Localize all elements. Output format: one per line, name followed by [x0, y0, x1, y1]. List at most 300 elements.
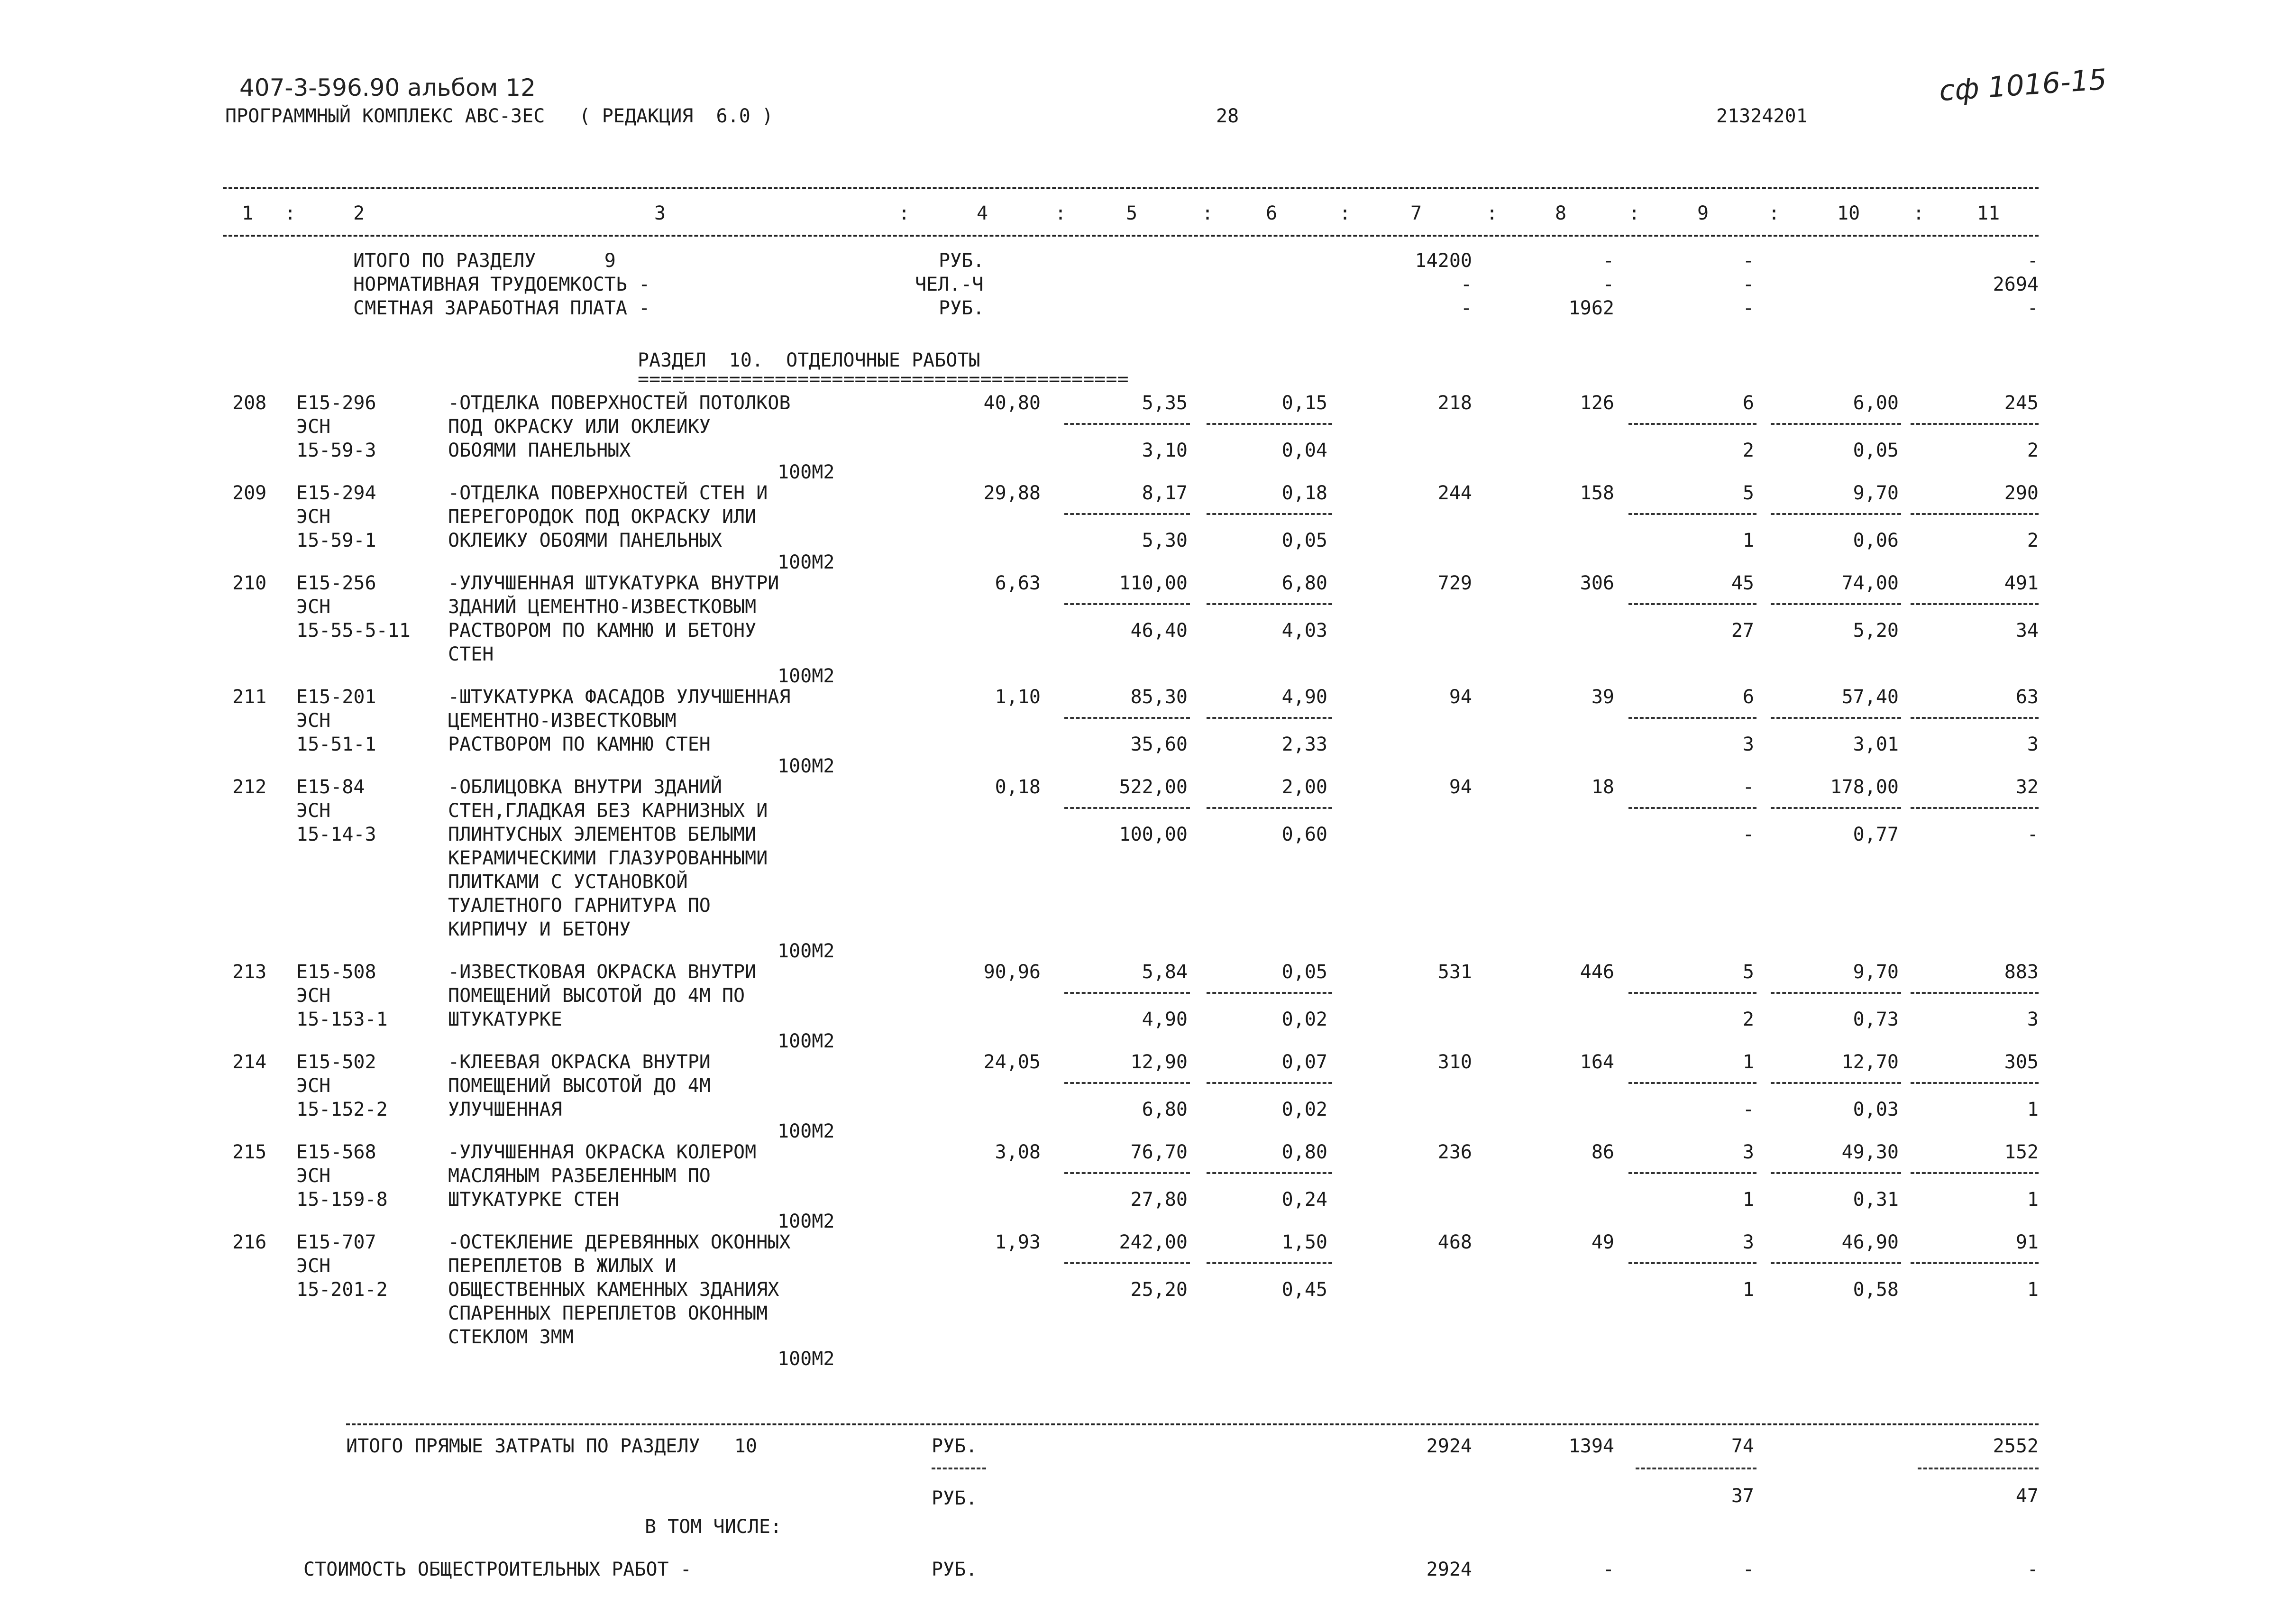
item-col10-sub: 0,73: [1853, 1009, 1899, 1030]
item-col9: 6: [1742, 392, 1754, 414]
totals-unit: РУБ.: [932, 1435, 978, 1457]
item-number: 208: [232, 392, 267, 414]
item-col11-sub: 2: [2027, 440, 2039, 461]
item-unit: 100М2: [778, 1211, 835, 1232]
item-description: ШТУКАТУРКЕ: [448, 1009, 562, 1030]
item-rule-col9: [1628, 423, 1756, 425]
item-unit-price-wages: 3,10: [1142, 440, 1188, 461]
item-machine-wages: 0,05: [1281, 530, 1327, 551]
item-number: 215: [232, 1141, 267, 1163]
totals-label: ИТОГО ПРЯМЫЕ ЗАТРАТЫ ПО РАЗДЕЛУ 10: [346, 1435, 757, 1457]
item-col11: 491: [2004, 572, 2039, 594]
item-rule-col9: [1628, 603, 1756, 605]
item-rule-col6: [1207, 1082, 1332, 1084]
item-description: ТУАЛЕТНОГО ГАРНИТУРА ПО: [448, 895, 711, 917]
item-number: 210: [232, 572, 267, 594]
item-col9-sub: -: [1742, 1099, 1754, 1120]
item-col11-sub: 34: [2015, 620, 2039, 642]
item-col9: 5: [1742, 961, 1754, 983]
item-description: СТЕН,ГЛАДКАЯ БЕЗ КАРНИЗНЫХ И: [448, 800, 768, 822]
item-quantity: 24,05: [983, 1051, 1041, 1073]
item-description: -ОСТЕКЛЕНИЕ ДЕРЕВЯННЫХ ОКОННЫХ: [448, 1231, 791, 1253]
item-total-cost: 236: [1437, 1141, 1472, 1163]
item-col11-sub: 1: [2027, 1099, 2039, 1120]
item-rule-col11: [1911, 1262, 2039, 1264]
totals-including: В ТОМ ЧИСЛЕ:: [645, 1516, 782, 1538]
item-col10-sub: 0,03: [1853, 1099, 1899, 1120]
item-col10-sub: 0,05: [1853, 440, 1899, 461]
item-description: ШТУКАТУРКЕ СТЕН: [448, 1189, 620, 1211]
summary-col8: 1962: [1568, 297, 1614, 319]
item-col10: 6,00: [1853, 392, 1899, 414]
item-code: 15-153-1: [296, 1009, 388, 1030]
item-rule-col10: [1771, 423, 1901, 425]
column-separator: :: [1055, 202, 1067, 224]
item-unit-price-wages: 46,40: [1130, 620, 1188, 642]
item-unit: 100М2: [778, 1120, 835, 1142]
item-code: 15-59-1: [296, 530, 376, 551]
summary-label: НОРМАТИВНАЯ ТРУДОЕМКОСТЬ -: [353, 274, 650, 295]
item-code: ЭСН: [296, 506, 331, 528]
item-machine-cost: 0,05: [1281, 961, 1327, 983]
item-col11: 305: [2004, 1051, 2039, 1073]
item-col11: 152: [2004, 1141, 2039, 1163]
item-rule-col10: [1771, 603, 1901, 605]
item-rule-col11: [1911, 807, 2039, 809]
item-col9: 5: [1742, 482, 1754, 504]
column-separator: :: [898, 202, 910, 224]
item-rule-col9: [1628, 717, 1756, 719]
item-machine-wages: 0,45: [1281, 1279, 1327, 1301]
item-description: РАСТВОРОМ ПО КАМНЮ СТЕН: [448, 734, 711, 755]
cost-unit: РУБ.: [932, 1559, 978, 1580]
item-quantity: 0,18: [995, 776, 1041, 798]
item-col11-sub: -: [2027, 824, 2039, 845]
item-number: 211: [232, 686, 267, 708]
column-number: 11: [1977, 202, 2000, 224]
item-unit-price: 8,17: [1142, 482, 1188, 504]
item-machine-cost: 0,80: [1281, 1141, 1327, 1163]
item-col10: 9,70: [1853, 961, 1899, 983]
item-rule-col6: [1207, 423, 1332, 425]
summary-col9: -: [1742, 250, 1754, 272]
item-code: ЭСН: [296, 710, 331, 732]
item-code: ЭСН: [296, 416, 331, 438]
totals-rule-col11: [1918, 1468, 2039, 1469]
item-machine-wages: 0,60: [1281, 824, 1327, 845]
column-separator: :: [1628, 202, 1640, 224]
item-rule-col6: [1207, 992, 1332, 994]
item-rule-col11: [1911, 423, 2039, 425]
item-col10-sub: 0,06: [1853, 530, 1899, 551]
item-unit-price: 12,90: [1130, 1051, 1188, 1073]
item-code: ЭСН: [296, 1165, 331, 1187]
handwritten-stamp: сф 1016-15: [1938, 63, 2108, 108]
totals-unit-rule: [932, 1468, 986, 1469]
item-code: Е15-508: [296, 961, 376, 983]
item-description: ПЛИНТУСНЫХ ЭЛЕМЕНТОВ БЕЛЫМИ: [448, 824, 757, 845]
item-machine-cost: 0,18: [1281, 482, 1327, 504]
item-rule-col5: [1064, 1082, 1190, 1084]
item-rule-col6: [1207, 513, 1332, 515]
item-rule-col10: [1771, 807, 1901, 809]
item-col11: 91: [2015, 1231, 2039, 1253]
item-code: Е15-296: [296, 392, 376, 414]
item-unit-price: 76,70: [1130, 1141, 1188, 1163]
item-total-cost: 218: [1437, 392, 1472, 414]
item-unit-price: 110,00: [1119, 572, 1188, 594]
item-total-cost: 244: [1437, 482, 1472, 504]
item-description: ПОМЕЩЕНИЙ ВЫСОТОЙ ДО 4М: [448, 1075, 711, 1097]
item-quantity: 6,63: [995, 572, 1041, 594]
item-description: ЦЕМЕНТНО-ИЗВЕСТКОВЫМ: [448, 710, 677, 732]
item-col10-sub: 3,01: [1853, 734, 1899, 755]
summary-unit: ЧЕЛ.-Ч: [915, 274, 984, 295]
item-code: 15-159-8: [296, 1189, 388, 1211]
item-machine-wages: 2,33: [1281, 734, 1327, 755]
item-rule-col10: [1771, 1082, 1901, 1084]
item-unit: 100М2: [778, 755, 835, 777]
item-quantity: 1,93: [995, 1231, 1041, 1253]
item-col10-sub: 0,77: [1853, 824, 1899, 845]
item-wages: 126: [1580, 392, 1614, 414]
item-rule-col5: [1064, 1172, 1190, 1174]
summary-col11: -: [2027, 297, 2039, 319]
item-col11-sub: 3: [2027, 734, 2039, 755]
item-code: Е15-256: [296, 572, 376, 594]
item-col9-sub: 2: [1742, 440, 1754, 461]
cost-col9: -: [1742, 1559, 1754, 1580]
item-rule-col10: [1771, 717, 1901, 719]
item-unit-price-wages: 100,00: [1119, 824, 1188, 845]
item-col10-sub: 0,31: [1853, 1189, 1899, 1211]
item-description: ОБЩЕСТВЕННЫХ КАМЕННЫХ ЗДАНИЯХ: [448, 1279, 779, 1301]
summary-col9: -: [1742, 297, 1754, 319]
item-description: ЗДАНИЙ ЦЕМЕНТНО-ИЗВЕСТКОВЫМ: [448, 596, 757, 618]
item-code: ЭСН: [296, 1255, 331, 1277]
item-col11-sub: 1: [2027, 1189, 2039, 1211]
item-col10: 74,00: [1841, 572, 1899, 594]
item-description: -ОТДЕЛКА ПОВЕРХНОСТЕЙ ПОТОЛКОВ: [448, 392, 791, 414]
column-separator: :: [1202, 202, 1214, 224]
item-unit: 100М2: [778, 551, 835, 573]
item-wages: 446: [1580, 961, 1614, 983]
item-machine-cost: 0,07: [1281, 1051, 1327, 1073]
item-col9-sub: 3: [1742, 734, 1754, 755]
item-description: ПЕРЕПЛЕТОВ В ЖИЛЫХ И: [448, 1255, 677, 1277]
item-col11: 290: [2004, 482, 2039, 504]
item-unit: 100М2: [778, 1030, 835, 1052]
item-rule-col11: [1911, 1082, 2039, 1084]
item-wages: 164: [1580, 1051, 1614, 1073]
item-rule-col10: [1771, 992, 1901, 994]
item-col10: 46,90: [1841, 1231, 1899, 1253]
cost-col7: 2924: [1426, 1559, 1472, 1580]
column-number: 6: [1266, 202, 1278, 224]
item-machine-cost: 2,00: [1281, 776, 1327, 798]
item-description: -ШТУКАТУРКА ФАСАДОВ УЛУЧШЕННАЯ: [448, 686, 791, 708]
item-code: ЭСН: [296, 985, 331, 1007]
item-description: КИРПИЧУ И БЕТОНУ: [448, 918, 631, 940]
item-rule-col6: [1207, 807, 1332, 809]
item-rule-col5: [1064, 717, 1190, 719]
column-number: 8: [1555, 202, 1567, 224]
item-code: 15-201-2: [296, 1279, 388, 1301]
cost-label: СТОИМОСТЬ ОБЩЕСТРОИТЕЛЬНЫХ РАБОТ -: [303, 1559, 692, 1580]
item-col9-sub: 27: [1731, 620, 1754, 642]
item-description: СТЕКЛОМ 3ММ: [448, 1326, 574, 1348]
column-number: 5: [1126, 202, 1138, 224]
item-description: ОБОЯМИ ПАНЕЛЬНЫХ: [448, 440, 631, 461]
item-quantity: 40,80: [983, 392, 1041, 414]
item-code: ЭСН: [296, 800, 331, 822]
item-machine-wages: 0,02: [1281, 1009, 1327, 1030]
item-number: 212: [232, 776, 267, 798]
totals-col9-sub: 37: [1731, 1485, 1754, 1507]
item-machine-cost: 1,50: [1281, 1231, 1327, 1253]
item-col10-sub: 5,20: [1853, 620, 1899, 642]
item-wages: 18: [1591, 776, 1614, 798]
item-col11-sub: 2: [2027, 530, 2039, 551]
summary-col7: 14200: [1415, 250, 1472, 272]
item-description: -УЛУЧШЕННАЯ ШТУКАТУРКА ВНУТРИ: [448, 572, 779, 594]
item-rule-col10: [1771, 513, 1901, 515]
summary-col11: -: [2027, 250, 2039, 272]
item-rule-col11: [1911, 513, 2039, 515]
item-description: МАСЛЯНЫМ РАЗБЕЛЕННЫМ ПО: [448, 1165, 711, 1187]
item-unit-price-wages: 27,80: [1130, 1189, 1188, 1211]
totals-unit2: РУБ.: [932, 1487, 978, 1509]
item-col11-sub: 1: [2027, 1279, 2039, 1301]
totals-col7: 2924: [1426, 1435, 1472, 1457]
item-col11-sub: 3: [2027, 1009, 2039, 1030]
item-col9-sub: -: [1742, 824, 1754, 845]
item-rule-col6: [1207, 603, 1332, 605]
item-rule-col10: [1771, 1262, 1901, 1264]
column-number: 4: [977, 202, 988, 224]
item-description: КЕРАМИЧЕСКИМИ ГЛАЗУРОВАННЫМИ: [448, 847, 768, 869]
item-machine-cost: 6,80: [1281, 572, 1327, 594]
item-code: 15-152-2: [296, 1099, 388, 1120]
item-quantity: 3,08: [995, 1141, 1041, 1163]
item-wages: 49: [1591, 1231, 1614, 1253]
top-rule: [223, 187, 2039, 189]
item-rule-col6: [1207, 1172, 1332, 1174]
item-unit-price: 242,00: [1119, 1231, 1188, 1253]
item-unit-price: 85,30: [1130, 686, 1188, 708]
item-quantity: 29,88: [983, 482, 1041, 504]
item-col9-sub: 2: [1742, 1009, 1754, 1030]
item-quantity: 90,96: [983, 961, 1041, 983]
item-description: РАСТВОРОМ ПО КАМНЮ И БЕТОНУ: [448, 620, 757, 642]
column-separator: :: [284, 202, 296, 224]
item-col9: 45: [1731, 572, 1754, 594]
item-unit-price: 5,84: [1142, 961, 1188, 983]
summary-unit: РУБ.: [939, 250, 985, 272]
column-number: 9: [1697, 202, 1709, 224]
cost-col11: -: [2027, 1559, 2039, 1580]
item-col10-sub: 0,58: [1853, 1279, 1899, 1301]
item-rule-col9: [1628, 513, 1756, 515]
column-number: 3: [654, 202, 666, 224]
item-description: СТЕН: [448, 643, 494, 665]
item-code: Е15-502: [296, 1051, 376, 1073]
item-rule-col5: [1064, 513, 1190, 515]
totals-rule: [346, 1423, 2039, 1425]
item-rule-col5: [1064, 992, 1190, 994]
item-col9: 3: [1742, 1141, 1754, 1163]
item-description: -ИЗВЕСТКОВАЯ ОКРАСКА ВНУТРИ: [448, 961, 757, 983]
item-wages: 158: [1580, 482, 1614, 504]
program-title: ПРОГРАММНЫЙ КОМПЛЕКС АВС-3ЕС ( РЕДАКЦИЯ 6.0 ): [225, 105, 773, 127]
item-total-cost: 531: [1437, 961, 1472, 983]
item-col11: 32: [2015, 776, 2039, 798]
item-total-cost: 94: [1449, 686, 1472, 708]
totals-col11: 2552: [1993, 1435, 2039, 1457]
item-col10: 12,70: [1841, 1051, 1899, 1073]
item-code: Е15-568: [296, 1141, 376, 1163]
item-machine-cost: 4,90: [1281, 686, 1327, 708]
item-unit-price: 522,00: [1119, 776, 1188, 798]
item-rule-col9: [1628, 1082, 1756, 1084]
summary-label: СМЕТНАЯ ЗАРАБОТНАЯ ПЛАТА -: [353, 297, 650, 319]
item-code: 15-14-3: [296, 824, 376, 845]
totals-col8: 1394: [1568, 1435, 1614, 1457]
item-rule-col10: [1771, 1172, 1901, 1174]
item-col9: 6: [1742, 686, 1754, 708]
item-col10: 178,00: [1830, 776, 1899, 798]
item-description: -КЛЕЕВАЯ ОКРАСКА ВНУТРИ: [448, 1051, 711, 1073]
item-unit-price-wages: 25,20: [1130, 1279, 1188, 1301]
summary-col8: -: [1602, 274, 1614, 295]
item-col9: 3: [1742, 1231, 1754, 1253]
summary-label: ИТОГО ПО РАЗДЕЛУ 9: [353, 250, 616, 272]
item-machine-wages: 0,24: [1281, 1189, 1327, 1211]
item-col9-sub: 1: [1742, 530, 1754, 551]
item-code: Е15-707: [296, 1231, 376, 1253]
item-col9: -: [1742, 776, 1754, 798]
item-rule-col5: [1064, 807, 1190, 809]
item-unit-price-wages: 5,30: [1142, 530, 1188, 551]
item-rule-col5: [1064, 423, 1190, 425]
item-rule-col9: [1628, 1262, 1756, 1264]
item-col9-sub: 1: [1742, 1279, 1754, 1301]
totals-col11-sub: 47: [2015, 1485, 2039, 1507]
page-number: 28: [1216, 105, 1239, 127]
item-description: ПЕРЕГОРОДОК ПОД ОКРАСКУ ИЛИ: [448, 506, 757, 528]
item-description: УЛУЧШЕННАЯ: [448, 1099, 562, 1120]
item-rule-col11: [1911, 717, 2039, 719]
item-machine-wages: 0,02: [1281, 1099, 1327, 1120]
item-unit-price: 5,35: [1142, 392, 1188, 414]
header-bottom-rule: [223, 235, 2039, 237]
item-code: ЭСН: [296, 596, 331, 618]
item-number: 209: [232, 482, 267, 504]
item-rule-col9: [1628, 807, 1756, 809]
item-description: ПОД ОКРАСКУ ИЛИ ОКЛЕИКУ: [448, 416, 711, 438]
item-code: Е15-201: [296, 686, 376, 708]
item-number: 214: [232, 1051, 267, 1073]
item-rule-col6: [1207, 717, 1332, 719]
item-unit: 100М2: [778, 461, 835, 483]
item-col11: 63: [2015, 686, 2039, 708]
item-code: ЭСН: [296, 1075, 331, 1097]
item-total-cost: 729: [1437, 572, 1472, 594]
column-number: 7: [1410, 202, 1422, 224]
item-machine-wages: 4,03: [1281, 620, 1327, 642]
column-number: 1: [242, 202, 254, 224]
item-description: -ОБЛИЦОВКА ВНУТРИ ЗДАНИЙ: [448, 776, 722, 798]
item-rule-col11: [1911, 603, 2039, 605]
item-col10: 57,40: [1841, 686, 1899, 708]
item-col10: 49,30: [1841, 1141, 1899, 1163]
summary-col8: -: [1602, 250, 1614, 272]
item-quantity: 1,10: [995, 686, 1041, 708]
item-description: ПЛИТКАМИ С УСТАНОВКОЙ: [448, 871, 688, 893]
summary-col7: -: [1460, 297, 1472, 319]
item-number: 216: [232, 1231, 267, 1253]
summary-col7: -: [1460, 274, 1472, 295]
item-rule-col5: [1064, 603, 1190, 605]
item-unit-price-wages: 6,80: [1142, 1099, 1188, 1120]
item-col10: 9,70: [1853, 482, 1899, 504]
summary-unit: РУБ.: [939, 297, 985, 319]
column-number: 10: [1837, 202, 1860, 224]
item-rule-col9: [1628, 1172, 1756, 1174]
column-separator: :: [1768, 202, 1780, 224]
item-code: 15-55-5-11: [296, 620, 411, 642]
item-rule-col11: [1911, 992, 2039, 994]
item-col11: 245: [2004, 392, 2039, 414]
item-unit: 100М2: [778, 1348, 835, 1370]
column-separator: :: [1913, 202, 1925, 224]
doc-ref: 407-3-596.90 альбом 12: [239, 74, 536, 101]
item-wages: 306: [1580, 572, 1614, 594]
item-code: Е15-84: [296, 776, 365, 798]
item-rule-col11: [1911, 1172, 2039, 1174]
item-col9-sub: 1: [1742, 1189, 1754, 1211]
totals-col9: 74: [1731, 1435, 1754, 1457]
cost-col8: -: [1602, 1559, 1614, 1580]
item-unit-price-wages: 35,60: [1130, 734, 1188, 755]
item-description: ПОМЕЩЕНИЙ ВЫСОТОЙ ДО 4М ПО: [448, 985, 745, 1007]
item-rule-col5: [1064, 1262, 1190, 1264]
section-title: РАЗДЕЛ 10. ОТДЕЛОЧНЫЕ РАБОТЫ: [638, 349, 980, 371]
summary-col9: -: [1742, 274, 1754, 295]
summary-col11: 2694: [1993, 274, 2039, 295]
item-unit-price-wages: 4,90: [1142, 1009, 1188, 1030]
item-code: 15-59-3: [296, 440, 376, 461]
column-separator: :: [1486, 202, 1498, 224]
column-number: 2: [353, 202, 365, 224]
item-total-cost: 310: [1437, 1051, 1472, 1073]
item-total-cost: 468: [1437, 1231, 1472, 1253]
document-code: 21324201: [1716, 105, 1808, 127]
item-col11: 883: [2004, 961, 2039, 983]
item-rule-col9: [1628, 992, 1756, 994]
item-wages: 39: [1591, 686, 1614, 708]
section-title-underline: ===========================================: [638, 368, 1129, 390]
item-description: СПАРЕННЫХ ПЕРЕПЛЕТОВ ОКОННЫМ: [448, 1303, 768, 1324]
item-description: -ОТДЕЛКА ПОВЕРХНОСТЕЙ СТЕН И: [448, 482, 768, 504]
item-description: ОКЛЕИКУ ОБОЯМИ ПАНЕЛЬНЫХ: [448, 530, 722, 551]
item-code: 15-51-1: [296, 734, 376, 755]
totals-rule-col9: [1636, 1468, 1756, 1469]
item-unit: 100М2: [778, 940, 835, 962]
item-description: -УЛУЧШЕННАЯ ОКРАСКА КОЛЕРОМ: [448, 1141, 757, 1163]
item-unit: 100М2: [778, 665, 835, 687]
column-separator: :: [1339, 202, 1351, 224]
